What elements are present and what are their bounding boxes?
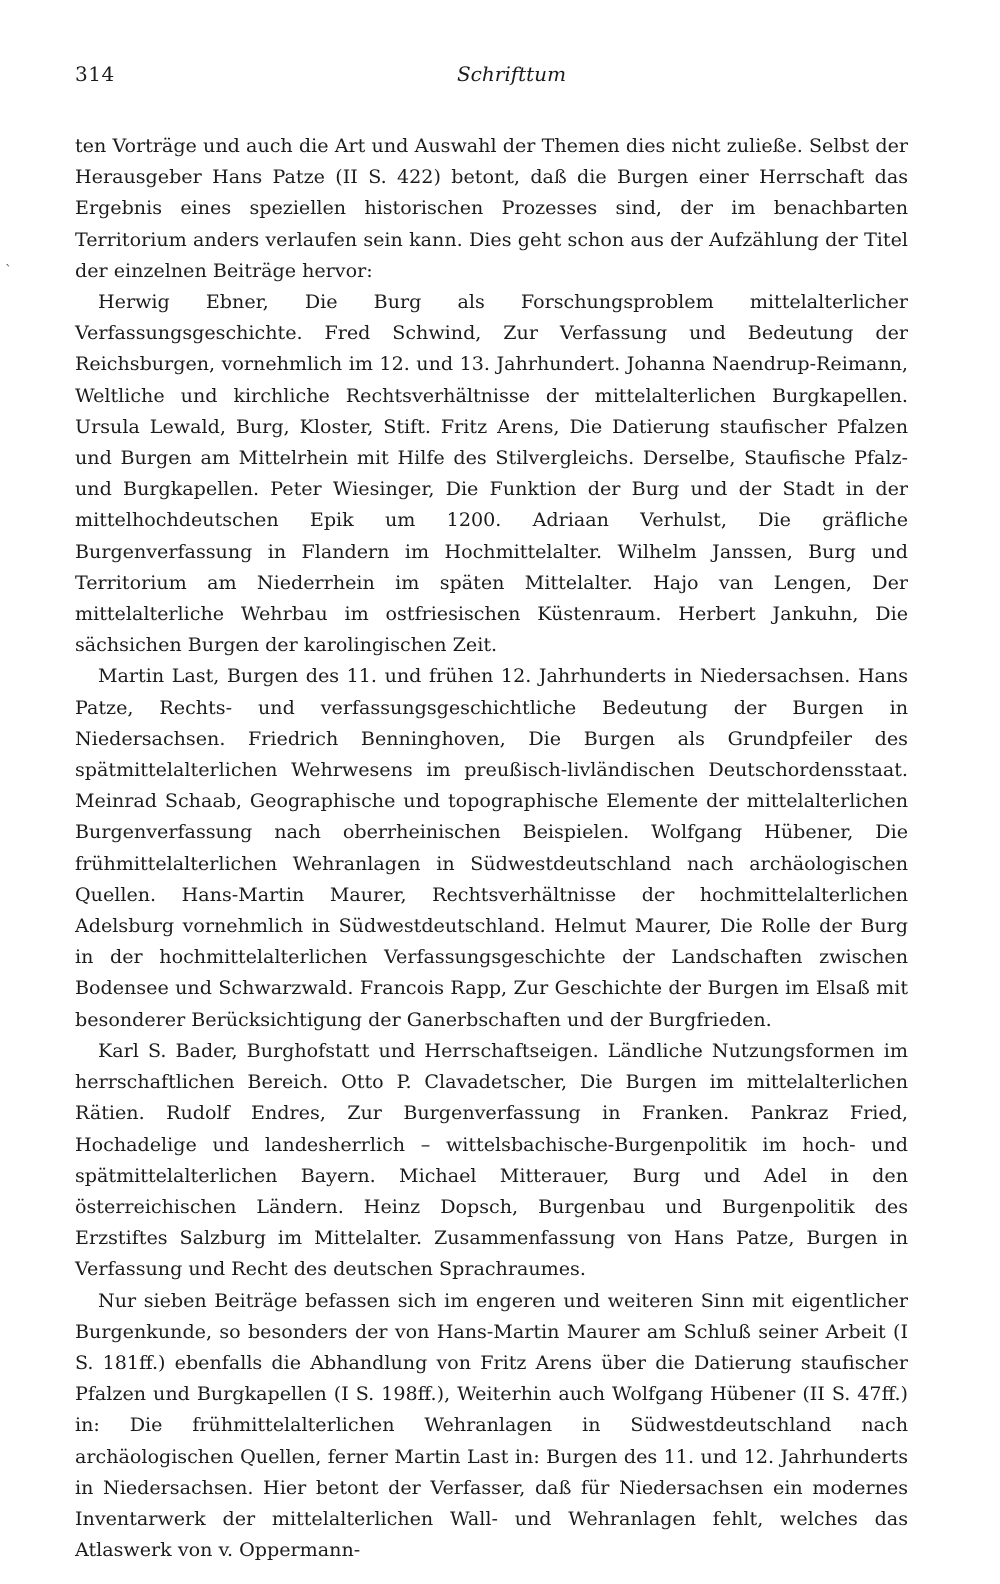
page-header [75,62,908,96]
paragraph-4: Karl S. Bader, Burghofstatt und Herrschaftseigen. Ländliche Nutzungsformen im herrschaftlichen Bereich. Otto P. Clavadetscher, Die Burgen im mittelalterlichen Rätien. Rudolf Endres, Zur Burgenverfassung in Franken. Pankraz Fried, Hochadelige und landesherrlich – wittelsbachische-Burgenpolitik im hoch- und spätmittelalterlichen Bayern. Michael Mitterauer, Burg und Adel in den österreichischen Ländern. Heinz Dopsch, Burgenbau und Burgenpolitik des Erzstiftes Salzburg im Mittelalter. Zusammenfassung von Hans Patze, Burgen in Verfassung und Recht des deutschen Sprachraumes. [75,1038,908,1281]
paragraph-2: Herwig Ebner, Die Burg als Forschungsproblem mittelalterlicher Verfassungsgeschichte. Fred Schwind, Zur Verfassung und Bedeutung der Reichsburgen, vornehmlich im 12. und 13. Jahrhundert. Johanna Naendrup-Reimann, Weltliche und kirchliche Rechtsverhältnisse der mittelalterlichen Burgkapellen. Ursula Lewald, Burg, Kloster, Stift. Fritz Arens, Die Datierung staufischer Pfalzen und Burgen am Mittelrhein mit Hilfe des Stilvergleichs. Derselbe, Staufische Pfalz- und Burgkapellen. Peter Wiesinger, Die Funktion der Burg und der Stadt in der mittelhochdeutschen Epik um 1200. Adriaan Verhulst, Die gräfliche Burgenverfassung in Flandern im Hochmittelalter. Wilhelm Janssen, Burg und Territorium am Niederrhein im späten Mittelalter. Hajo van Lengen, Der mittelalterliche Wehrbau im ostfriesischen Küstenraum. Herbert Jankuhn, Die sächsichen Burgen der karolingischen Zeit. [75,290,908,657]
margin-mark: ` [5,263,12,279]
paragraph-5: Nur sieben Beiträge befassen sich im engeren und weiteren Sinn mit eigentlicher Burgenkunde, so besonders der von Hans-Martin Maurer am Schluß seiner Arbeit (I S. 181ff.) ebenfalls die Abhandlung von Fritz Arens über die Datierung staufischer Pfalzen und Burgkapellen (I S. 198ff.), Weiterhin auch Wolfgang Hübener (II S. 47ff.) in: Die frühmittelalterlichen Wehranlagen in Südwestdeutschland nach archäologischen Quellen, ferner Martin Last in: Burgen des 11. und 12. Jahrhunderts in Niedersachsen. Hier betont der Verfasser, daß für Niedersachsen ein modernes Inventarwerk der mittelalterlichen Wall- und Wehranlagen fehlt, welches das Atlaswerk von v. Oppermann- [75,1288,908,1562]
paragraph-1: ten Vorträge und auch die Art und Auswahl der Themen dies nicht zuließe. Selbst der Herausgeber Hans Patze (II S. 422) betont, daß die Burgen einer Herrschaft das Ergebnis eines speziellen historischen Prozesses sind, der im benachbarten Territorium anders verlaufen sein kann. Dies geht schon aus der Aufzählung der Titel der einzelnen Beiträge hervor: [75,134,908,282]
body-text [75,130,908,1565]
paragraph-3: Martin Last, Burgen des 11. und frühen 12. Jahrhunderts in Niedersachsen. Hans Patze, Rechts- und verfassungsgeschichtliche Bedeutung der Burgen in Niedersachsen. Friedrich Benninghoven, Die Burgen als Grundpfeiler des spätmittelalterlichen Wehrwesens im preußisch-livländischen Deutschordensstaat. Meinrad Schaab, Geographische und topographische Elemente der mittelalterlichen Burgenverfassung nach oberrheinischen Beispielen. Wolfgang Hübener, Die frühmittelalterlichen Wehranlagen in Südwestdeutschland nach archäologischen Quellen. Hans-Martin Maurer, Rechtsverhältnisse der hochmittelalterlichen Adelsburg vornehmlich in Südwestdeutschland. Helmut Maurer, Die Rolle der Burg in der hochmittelalterlichen Verfassungsgeschichte der Landschaften zwischen Bodensee und Schwarzwald. Francois Rapp, Zur Geschichte der Burgen im Elsaß mit besonderer Berücksichtigung der Ganerbschaften und der Burgfrieden. [75,664,908,1031]
page-number: 314 [75,62,115,86]
running-title: Schrifttum [456,62,567,86]
